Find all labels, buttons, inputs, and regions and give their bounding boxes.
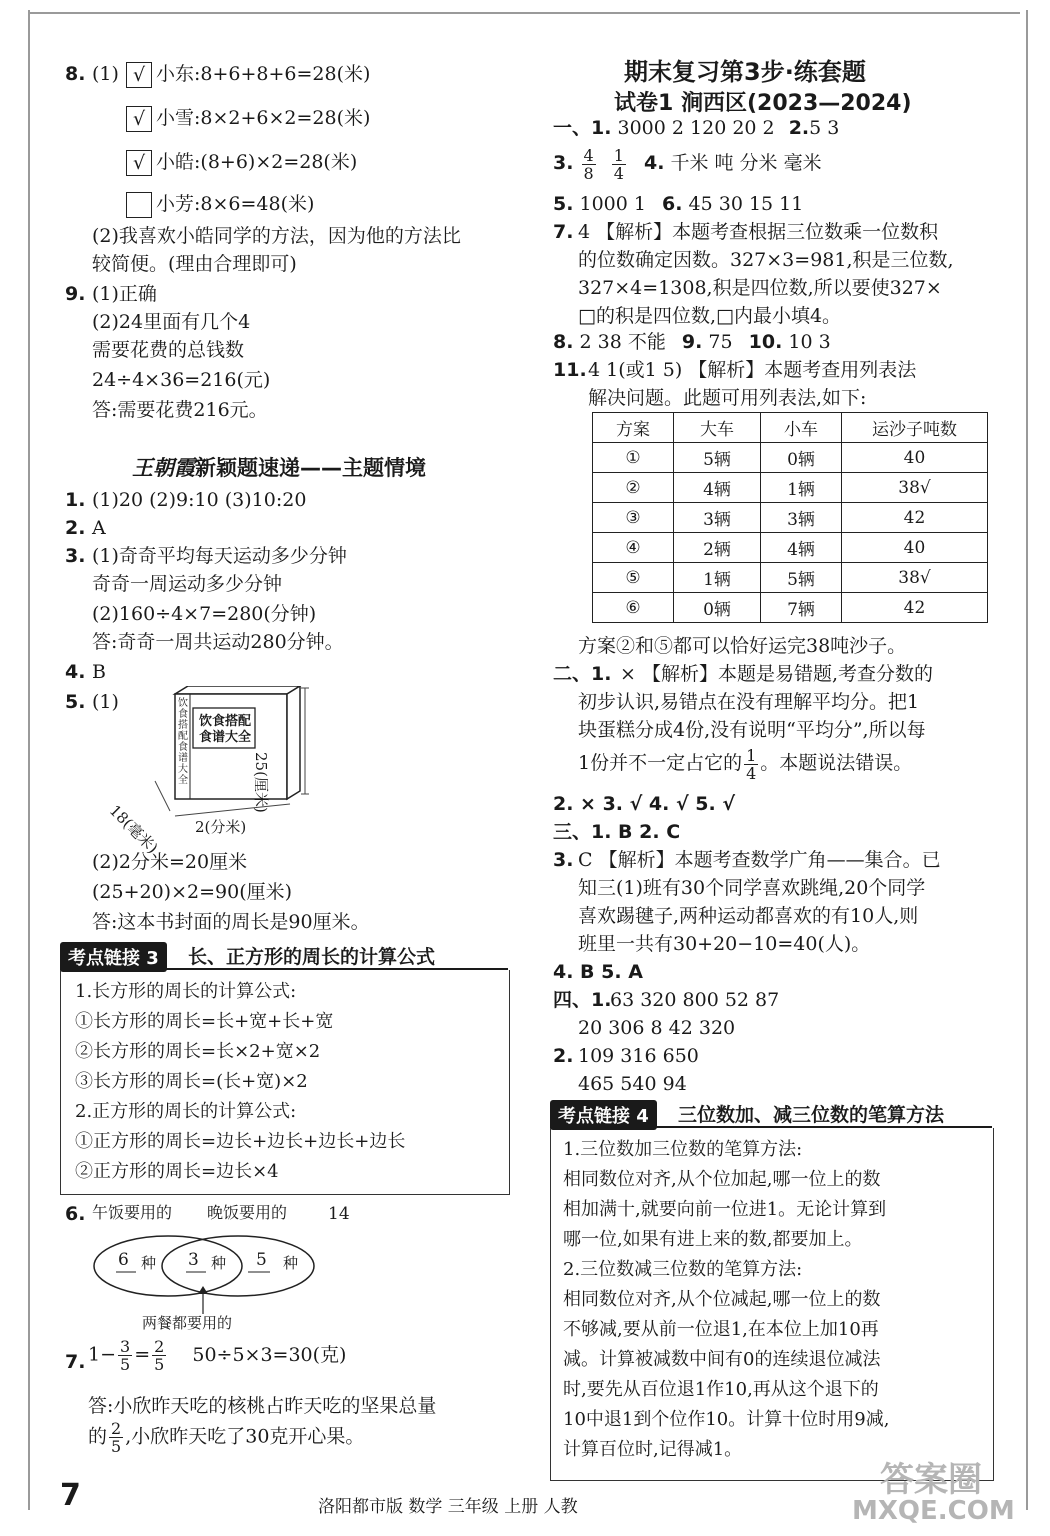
fraction: $\frac{1}{4}$ xyxy=(613,145,624,183)
table-cell: 40 xyxy=(842,443,988,473)
r7-label: 7. xyxy=(553,221,574,243)
table-cell: ④ xyxy=(593,533,674,563)
part4-line: 63 320 800 52 87 xyxy=(610,989,780,1011)
link4-line: 哪一位,如果有进上来的数,都要加上。 xyxy=(563,1229,863,1250)
s5-number: 5. xyxy=(65,691,86,713)
dim-depth: 18(毫米) xyxy=(105,801,162,858)
link4-line: 计算百位时,记得减1。 xyxy=(563,1439,743,1460)
table-cell: 1辆 xyxy=(674,563,761,593)
checkbox: √ xyxy=(126,150,152,176)
page-border-top xyxy=(30,12,1020,14)
venn-right-count: 5 xyxy=(256,1250,267,1270)
table-cell: 0辆 xyxy=(761,443,842,473)
s5-line: 答:这本书封面的周长是90厘米。 xyxy=(92,911,370,933)
q8-item: √ 小雪:8×2+6×2=28(米) xyxy=(126,104,370,132)
table-row xyxy=(593,503,988,533)
table-cell: ⑥ xyxy=(593,593,674,623)
part3-line6: 4. B 5. A xyxy=(553,961,643,983)
table-cell: 40 xyxy=(842,533,988,563)
venn-both-label: 两餐都要用的 xyxy=(142,1314,233,1332)
table-header xyxy=(593,413,988,443)
venn-unit: 种 xyxy=(141,1254,157,1272)
venn-unit: 种 xyxy=(211,1254,227,1272)
brand-logo: 王朝霞 xyxy=(132,455,195,480)
plan-table xyxy=(592,412,988,623)
book-title: 饮食搭配食谱大全 xyxy=(198,714,251,745)
venn-mid-count: 3 xyxy=(188,1250,199,1270)
dim-width: 2(分米) xyxy=(195,818,247,836)
dim-height: 25(厘米) xyxy=(252,752,270,813)
q9-line: (1)正确 xyxy=(92,283,157,305)
table-cell: ⑤ xyxy=(593,563,674,593)
checkbox: √ xyxy=(126,106,152,132)
venn-dinner-label: 晚饭要用的 xyxy=(207,1203,288,1222)
venn-unit: 种 xyxy=(283,1254,299,1272)
s5-part1: (1) xyxy=(92,691,119,713)
table-cell: 3辆 xyxy=(761,503,842,533)
part3-line: 喜欢踢毽子,两种运动都喜欢的有10人,则 xyxy=(578,905,919,927)
part3-line: C 【解析】本题考查数学广角——集合。已 xyxy=(578,849,941,871)
s3-line: 奇奇一周运动多少分钟 xyxy=(92,573,283,595)
q8-part2-line1: (2)我喜欢小皓同学的方法，因为他的方法比 xyxy=(92,225,461,247)
part3-label: 3. xyxy=(553,849,574,871)
table-cell: 5辆 xyxy=(761,563,842,593)
table-cell: 1辆 xyxy=(761,473,842,503)
s1-answer: (1)20 (2)9:10 (3)10:20 xyxy=(92,489,307,511)
link4-tag: 考点链接 4 xyxy=(550,1100,657,1130)
part3-line: 知三(1)班有30个同学喜欢跳绳,20个同学 xyxy=(578,877,926,899)
table-cell: 5辆 xyxy=(674,443,761,473)
q9-line: 答:需要花费216元。 xyxy=(92,399,268,421)
link4-line: 相加满十,就要向前一位进1。无论计算到 xyxy=(563,1199,887,1220)
link4-line: 10中退1到个位作10。计算十位时用9减, xyxy=(563,1409,890,1430)
page-border-left xyxy=(28,10,38,1510)
part2-line: × 【解析】本题是易错题,考查分数的 xyxy=(620,663,933,685)
part3-line1: 三、1. B 2. C xyxy=(553,821,681,843)
q9-line: 需要花费的总钱数 xyxy=(92,339,245,361)
venn-lunch-label: 午饭要用的 xyxy=(92,1203,173,1222)
link4-line: 相同数位对齐,从个位加起,哪一位上的数 xyxy=(563,1169,881,1190)
s2-answer: A xyxy=(92,517,106,539)
fraction: $\frac{2}{5}$ xyxy=(111,1419,122,1456)
s5-line: (2)2分米=20厘米 xyxy=(92,851,248,873)
table-row xyxy=(593,593,988,623)
r8-row: 8. 2 38 不能 9. 75 10. 10 3 xyxy=(553,331,831,353)
part3-line: 班里一共有30+20−10=40(人)。 xyxy=(578,933,871,955)
s3-number: 3. xyxy=(65,545,86,567)
link4-line: 1.三位数加三位数的笔算方法: xyxy=(563,1139,803,1160)
s4-answer: B xyxy=(92,661,106,683)
part2-line4: 1份并不一定占它的 $\frac{1}{4}$ 。本题说法错误。 xyxy=(578,745,913,783)
table-note: 方案②和⑤都可以恰好运完38吨沙子。 xyxy=(578,635,907,657)
venn-left-count: 6 xyxy=(118,1250,129,1270)
checkbox xyxy=(126,192,152,218)
r11-line: 4 1(或1 5) 【解析】本题考查用列表法 xyxy=(588,359,917,381)
s3-line: 答:奇奇一周共运动280分钟。 xyxy=(92,631,344,653)
link4-line: 2.三位数减三位数的笔算方法: xyxy=(563,1259,803,1280)
link3-line: ①正方形的周长=边长+边长+边长+边长 xyxy=(75,1131,406,1152)
r11-line: 解决问题。此题可用列表法,如下: xyxy=(588,387,867,409)
paper-subtitle: 试卷1 涧西区(2023—2024) xyxy=(614,91,912,116)
section-title: 王朝霞新颖题速递——主题情境 xyxy=(132,455,426,480)
s7-expression: 1− $\frac{3}{5}$ = $\frac{2}{5}$ 50÷5×3=30(克) xyxy=(88,1337,347,1374)
s3-line: (1)奇奇平均每天运动多少分钟 xyxy=(92,545,347,567)
page-number: 7 xyxy=(60,1478,81,1513)
table-cell: 42 xyxy=(842,503,988,533)
s4-number: 4. xyxy=(65,661,86,683)
table-header-cell: 小车 xyxy=(761,413,842,443)
q8-item: √ 小皓:(8+6)×2=28(米) xyxy=(126,148,357,176)
table-header-cell: 方案 xyxy=(593,413,674,443)
link3-line: ②正方形的周长=边长×4 xyxy=(75,1161,279,1182)
link3-tag: 考点链接 3 xyxy=(60,942,167,972)
link4-line: 减。计算被减数中间有0的连续退位减法 xyxy=(563,1349,881,1370)
table-cell: 4辆 xyxy=(674,473,761,503)
link4-line: 不够减,要从前一位退1,在本位上加10再 xyxy=(563,1319,879,1340)
page-border-right xyxy=(1026,10,1028,1510)
table-cell: 42 xyxy=(842,593,988,623)
r3-row: 3. $\frac{4}{8}$ $\frac{1}{4}$ 4. 千米 吨 分米 毫米 xyxy=(553,145,822,183)
part2-label: 二、1. xyxy=(553,663,612,685)
s3-line: (2)160÷4×7=280(分钟) xyxy=(92,603,317,625)
fraction: $\frac{1}{4}$ xyxy=(746,745,757,783)
link4-title: 三位数加、减三位数的笔算方法 xyxy=(678,1104,945,1126)
part2-line5: 2. × 3. √ 4. √ 5. √ xyxy=(553,793,735,815)
r7-line: 327×4=1308,积是四位数,所以要使327× xyxy=(578,277,942,299)
s7-number: 7. xyxy=(65,1351,86,1373)
book-spine: 饮食搭配食谱大全 xyxy=(178,698,188,786)
table-row xyxy=(593,563,988,593)
s7-answer-line2: 的 $\frac{2}{5}$ ,小欣昨天吃了30克开心果。 xyxy=(88,1419,365,1456)
q8-item: 小芳:8×6=48(米) xyxy=(126,190,314,218)
table-cell: 7辆 xyxy=(761,593,842,623)
table-cell: 3辆 xyxy=(674,503,761,533)
part2-line: 块蛋糕分成4份,没有说明“平均分”,所以每 xyxy=(578,719,926,741)
table-cell: 38√ xyxy=(842,563,988,593)
table-row xyxy=(593,443,988,473)
r7-line: 4 【解析】本题考查根据三位数乘一位数积 xyxy=(578,221,939,243)
part4-line: 20 306 8 42 320 xyxy=(578,1017,736,1039)
part2-line: 初步认识,易错点在没有理解平均分。把1 xyxy=(578,691,920,713)
table-cell: ③ xyxy=(593,503,674,533)
r7-line: 的位数确定因数。327×3=981,积是三位数, xyxy=(578,249,954,271)
table-cell: ② xyxy=(593,473,674,503)
link3-line: ③长方形的周长=(长+宽)×2 xyxy=(75,1071,308,1092)
table-cell: 38√ xyxy=(842,473,988,503)
footer: 洛阳都市版 数学 三年级 上册 人教 xyxy=(318,1497,578,1517)
table-cell: 2辆 xyxy=(674,533,761,563)
q9-line: 24÷4×36=216(元) xyxy=(92,369,271,391)
link3-line: ②长方形的周长=长×2+宽×2 xyxy=(75,1041,321,1062)
s6-number: 6. xyxy=(65,1203,86,1225)
table-cell: 4辆 xyxy=(761,533,842,563)
watermark-logo: 答案圈 xyxy=(880,1460,982,1500)
part4-label: 四、1. xyxy=(553,989,612,1011)
page-title: 期末复习第3步·练套题 xyxy=(624,58,866,86)
link4-line: 相同数位对齐,从个位减起,哪一位上的数 xyxy=(563,1289,881,1310)
table-row xyxy=(593,473,988,503)
venn-total: 14 xyxy=(328,1204,350,1224)
fraction: $\frac{2}{5}$ xyxy=(154,1337,165,1374)
s2-number: 2. xyxy=(65,517,86,539)
link3-title: 长、正方形的周长的计算公式 xyxy=(188,946,436,968)
q9-number: 9. xyxy=(65,283,86,305)
link3-line: 1.长方形的周长的计算公式: xyxy=(75,981,297,1002)
q8-part1: (1) xyxy=(92,63,119,85)
r5-row: 5. 1000 1 6. 45 30 15 11 xyxy=(553,193,804,215)
table-cell: ① xyxy=(593,443,674,473)
table-header-cell: 大车 xyxy=(674,413,761,443)
link3-line: ①长方形的周长=长+宽+长+宽 xyxy=(75,1011,334,1032)
table-row xyxy=(593,533,988,563)
link3-line: 2.正方形的周长的计算公式: xyxy=(75,1101,297,1122)
fraction: $\frac{4}{8}$ xyxy=(583,145,594,183)
watermark-url: MXQE.COM xyxy=(852,1496,1015,1526)
table-cell: 0辆 xyxy=(674,593,761,623)
q8-part2-line2: 较简便。(理由合理即可) xyxy=(92,253,297,275)
fraction: $\frac{3}{5}$ xyxy=(120,1337,131,1374)
r7-line: □的积是四位数,□内最小填4。 xyxy=(578,305,842,327)
table-header-cell: 运沙子吨数 xyxy=(842,413,988,443)
r1-row: 一、1. 3000 2 120 20 2 2.5 3 xyxy=(553,117,840,139)
s7-answer-line1: 答:小欣昨天吃的核桃占昨天吃的坚果总量 xyxy=(88,1395,437,1417)
q9-line: (2)24里面有几个4 xyxy=(92,311,251,333)
r11-label: 11. xyxy=(553,359,587,381)
s1-number: 1. xyxy=(65,489,86,511)
checkbox: √ xyxy=(126,62,152,88)
q8-number: 8. xyxy=(65,63,86,85)
link4-line: 时,要先从百位退1作10,再从这个退下的 xyxy=(563,1379,879,1400)
part4-line: 465 540 94 xyxy=(578,1073,687,1095)
s5-line: (25+20)×2=90(厘米) xyxy=(92,881,293,903)
q8-item: √ 小东:8+6+8+6=28(米) xyxy=(126,60,370,88)
part4-label2: 2. xyxy=(553,1045,574,1067)
part4-line: 109 316 650 xyxy=(578,1045,699,1067)
